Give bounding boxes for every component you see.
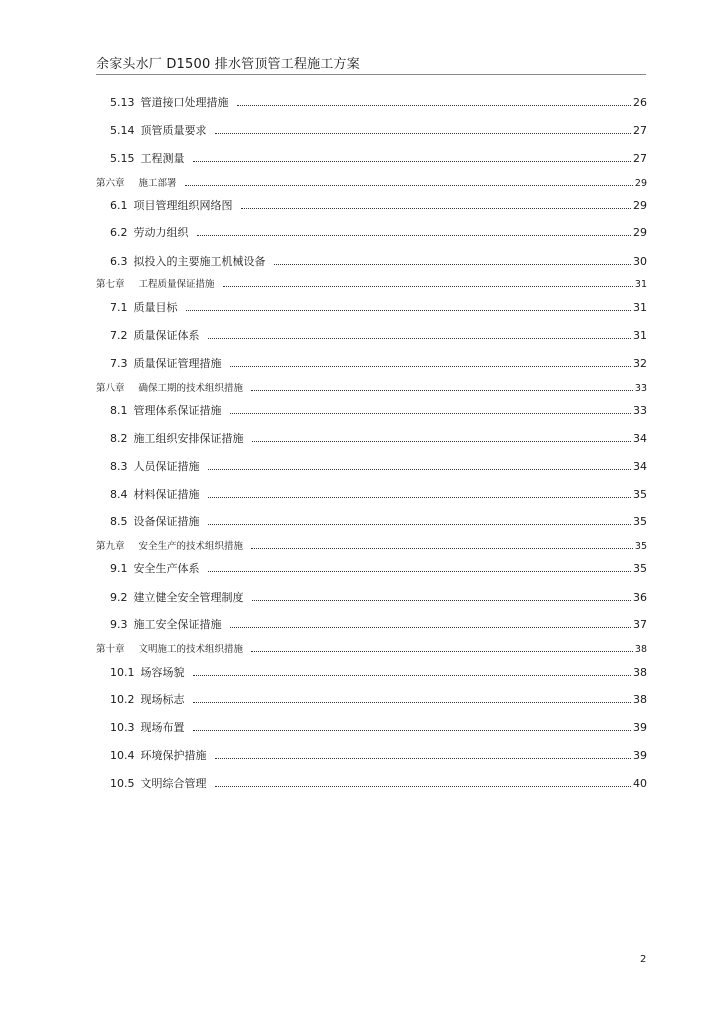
toc-entry-title: 设备保证措施 xyxy=(133,515,200,528)
toc-entry-number: 第七章 xyxy=(96,279,125,290)
toc-entry-title: 质量目标 xyxy=(133,301,178,314)
toc-entry-title: 管道接口处理措施 xyxy=(140,96,229,109)
toc-section-entry[interactable] xyxy=(96,777,647,791)
toc-entry-number: 8.4 xyxy=(110,488,128,501)
toc-section-entry[interactable] xyxy=(96,693,647,707)
page-number: 2 xyxy=(640,954,647,965)
toc-dot-leader xyxy=(215,757,632,759)
toc-entry-title: 场容场貌 xyxy=(140,666,185,679)
toc-entry-number: 10.2 xyxy=(110,693,135,706)
toc-entry-number: 第九章 xyxy=(96,541,125,552)
toc-dot-leader xyxy=(185,184,633,186)
toc-chapter-entry[interactable] xyxy=(96,643,647,657)
toc-dot-leader xyxy=(251,650,633,652)
toc-entry-page: 31 xyxy=(633,329,647,342)
toc-entry-title: 现场标志 xyxy=(140,693,185,706)
toc-entry-page: 36 xyxy=(633,591,647,604)
toc-entry-page: 32 xyxy=(633,357,647,370)
toc-dot-leader xyxy=(241,207,632,209)
toc-entry-title: 劳动力组织 xyxy=(133,226,189,239)
toc-entry-number: 7.2 xyxy=(110,329,128,342)
toc-dot-leader xyxy=(193,729,632,731)
toc-section-entry[interactable] xyxy=(96,488,647,502)
toc-section-entry[interactable] xyxy=(96,749,647,763)
toc-section-entry[interactable] xyxy=(96,255,647,269)
toc-entry-title: 人员保证措施 xyxy=(133,460,200,473)
toc-entry-title: 文明综合管理 xyxy=(140,777,207,790)
toc-entry-number: 9.1 xyxy=(110,562,128,575)
toc-entry-page: 39 xyxy=(633,749,647,762)
toc-dot-leader xyxy=(230,626,632,628)
toc-entry-title: 现场布置 xyxy=(140,721,185,734)
toc-entry-page: 35 xyxy=(634,541,647,552)
toc-dot-leader xyxy=(252,599,632,601)
toc-entry-number: 5.14 xyxy=(110,124,135,137)
toc-entry-title: 项目管理组织网络图 xyxy=(133,199,233,212)
toc-entry-page: 31 xyxy=(634,279,647,290)
toc-entry-title: 材料保证措施 xyxy=(133,488,200,501)
toc-entry-title: 工程测量 xyxy=(140,152,185,165)
toc-entry-page: 33 xyxy=(633,404,647,417)
toc-entry-page: 29 xyxy=(633,226,647,239)
toc-entry-page: 35 xyxy=(633,488,647,501)
toc-entry-page: 27 xyxy=(633,124,647,137)
toc-entry-number: 9.2 xyxy=(110,591,128,604)
toc-dot-leader xyxy=(208,523,632,525)
toc-entry-page: 29 xyxy=(633,199,647,212)
toc-entry-page: 40 xyxy=(633,777,647,790)
toc-entry-number: 6.2 xyxy=(110,226,128,239)
toc-entry-title: 安全生产体系 xyxy=(133,562,200,575)
toc-entry-number: 8.3 xyxy=(110,460,128,473)
toc-entry-number: 第八章 xyxy=(96,383,125,394)
toc-section-entry[interactable] xyxy=(96,357,647,371)
toc-dot-leader xyxy=(193,701,632,703)
toc-section-entry[interactable] xyxy=(96,329,647,343)
toc-section-entry[interactable] xyxy=(96,404,647,418)
toc-section-entry[interactable] xyxy=(96,460,647,474)
toc-dot-leader xyxy=(215,785,632,787)
toc-entry-title: 施工安全保证措施 xyxy=(133,618,222,631)
toc-dot-leader xyxy=(215,132,632,134)
toc-section-entry[interactable] xyxy=(96,618,647,632)
toc-chapter-entry[interactable] xyxy=(96,177,647,191)
toc-dot-leader xyxy=(197,234,632,236)
toc-entry-number: 7.1 xyxy=(110,301,128,314)
toc-entry-number: 8.2 xyxy=(110,432,128,445)
toc-dot-leader xyxy=(274,263,632,265)
toc-entry-number: 10.4 xyxy=(110,749,135,762)
toc-dot-leader xyxy=(208,496,632,498)
toc-entry-number: 10.3 xyxy=(110,721,135,734)
toc-dot-leader xyxy=(208,570,632,572)
toc-dot-leader xyxy=(252,440,632,442)
toc-dot-leader xyxy=(251,547,633,549)
toc-section-entry[interactable] xyxy=(96,152,647,166)
toc-entry-page: 30 xyxy=(633,255,647,268)
toc-entry-page: 26 xyxy=(633,96,647,109)
toc-section-entry[interactable] xyxy=(96,199,647,213)
toc-entry-page: 38 xyxy=(633,666,647,679)
toc-entry-title: 质量保证体系 xyxy=(133,329,200,342)
toc-entry-title: 建立健全安全管理制度 xyxy=(133,591,244,604)
toc-entry-number: 5.13 xyxy=(110,96,135,109)
toc-section-entry[interactable] xyxy=(96,226,647,240)
toc-entry-number: 6.1 xyxy=(110,199,128,212)
toc-section-entry[interactable] xyxy=(96,721,647,735)
toc-entry-page: 38 xyxy=(634,644,647,655)
toc-entry-title: 环境保护措施 xyxy=(140,749,207,762)
toc-section-entry[interactable] xyxy=(96,432,647,446)
toc-entry-page: 35 xyxy=(633,515,647,528)
toc-section-entry[interactable] xyxy=(96,591,647,605)
toc-dot-leader xyxy=(251,389,633,391)
toc-entry-page: 27 xyxy=(633,152,647,165)
toc-dot-leader xyxy=(193,160,632,162)
toc-dot-leader xyxy=(230,365,632,367)
toc-section-entry[interactable] xyxy=(96,96,647,110)
toc-entry-page: 29 xyxy=(634,178,647,189)
toc-entry-title: 文明施工的技术组织措施 xyxy=(138,644,244,655)
toc-entry-title: 拟投入的主要施工机械设备 xyxy=(133,255,266,268)
document-header-title: 余家头水厂 D1500 排水管顶管工程施工方案 xyxy=(96,57,360,72)
toc-dot-leader xyxy=(208,337,632,339)
toc-chapter-entry[interactable] xyxy=(96,382,647,396)
toc-entry-number: 10.1 xyxy=(110,666,135,679)
toc-entry-number: 5.15 xyxy=(110,152,135,165)
toc-entry-page: 33 xyxy=(634,383,647,394)
toc-entry-page: 38 xyxy=(633,693,647,706)
toc-dot-leader xyxy=(237,104,632,106)
toc-entry-page: 39 xyxy=(633,721,647,734)
toc-section-entry[interactable] xyxy=(96,562,647,576)
toc-section-entry[interactable] xyxy=(96,124,647,138)
toc-dot-leader xyxy=(208,468,632,470)
toc-entry-title: 确保工期的技术组织措施 xyxy=(138,383,244,394)
toc-entry-number: 9.3 xyxy=(110,618,128,631)
toc-entry-page: 34 xyxy=(633,432,647,445)
toc-chapter-entry[interactable] xyxy=(96,540,647,554)
toc-entry-number: 第十章 xyxy=(96,644,125,655)
toc-dot-leader xyxy=(230,412,632,414)
toc-entry-page: 37 xyxy=(633,618,647,631)
toc-dot-leader xyxy=(193,674,632,676)
toc-entry-title: 顶管质量要求 xyxy=(140,124,207,137)
toc-entry-number: 6.3 xyxy=(110,255,128,268)
toc-entry-title: 管理体系保证措施 xyxy=(133,404,222,417)
toc-entry-number: 10.5 xyxy=(110,777,135,790)
toc-entry-title: 安全生产的技术组织措施 xyxy=(138,541,244,552)
toc-entry-title: 施工部署 xyxy=(138,178,177,189)
toc-entry-number: 8.1 xyxy=(110,404,128,417)
toc-entry-page: 34 xyxy=(633,460,647,473)
toc-entry-title: 质量保证管理措施 xyxy=(133,357,222,370)
toc-section-entry[interactable] xyxy=(96,515,647,529)
toc-entry-number: 第六章 xyxy=(96,178,125,189)
toc-entry-number: 8.5 xyxy=(110,515,128,528)
toc-section-entry[interactable] xyxy=(96,301,647,315)
toc-entry-number: 7.3 xyxy=(110,357,128,370)
toc-chapter-entry[interactable] xyxy=(96,278,647,292)
toc-section-entry[interactable] xyxy=(96,666,647,680)
toc-entry-title: 工程质量保证措施 xyxy=(138,279,215,290)
toc-dot-leader xyxy=(186,309,632,311)
toc-entry-title: 施工组织安排保证措施 xyxy=(133,432,244,445)
toc-entry-page: 31 xyxy=(633,301,647,314)
toc-entry-page: 35 xyxy=(633,562,647,575)
toc-dot-leader xyxy=(223,285,633,287)
